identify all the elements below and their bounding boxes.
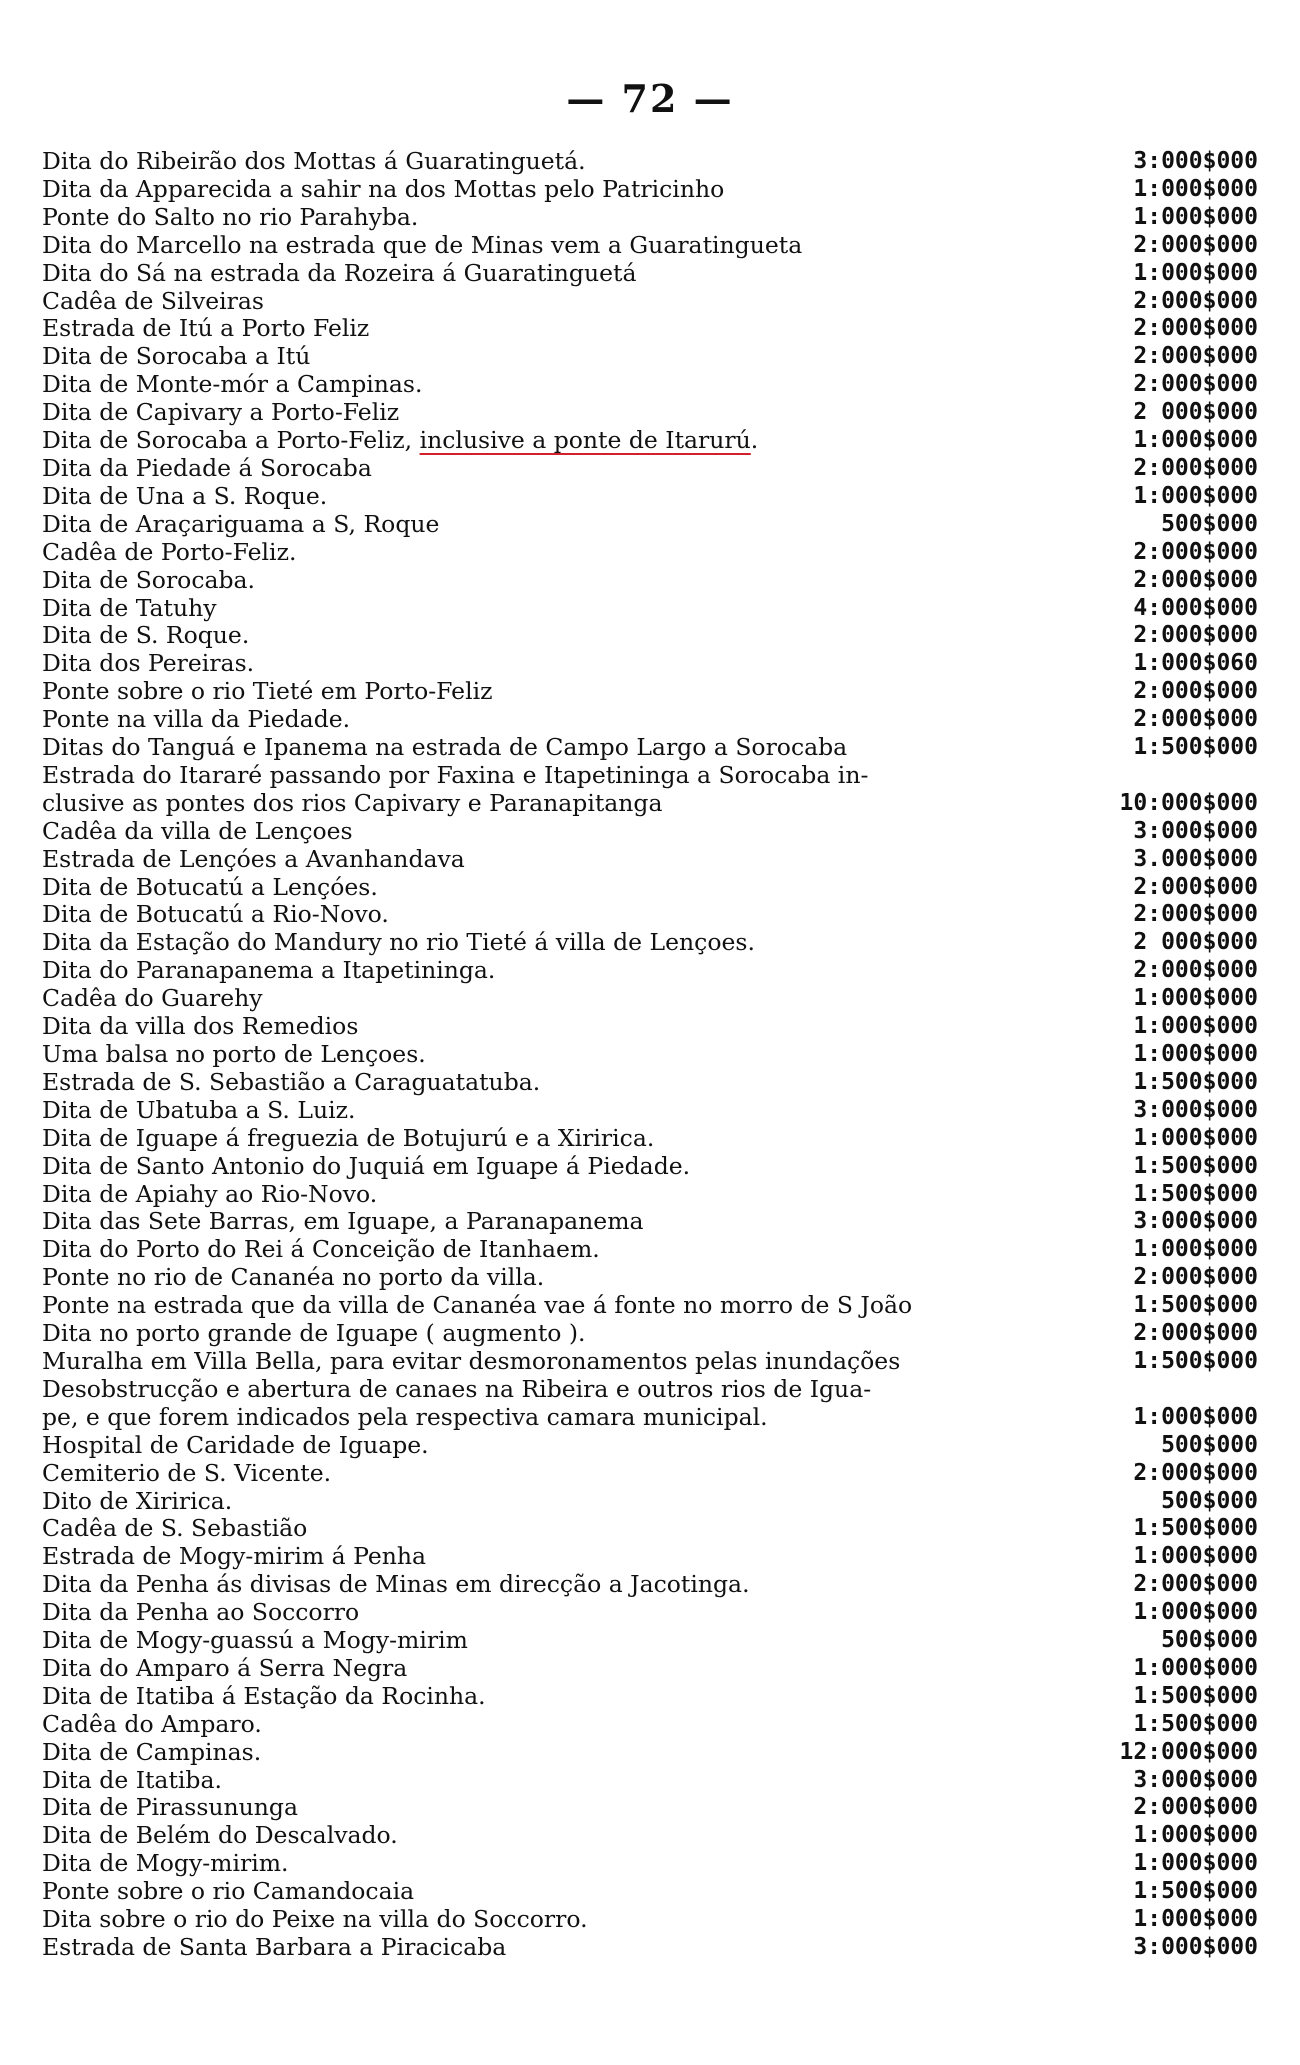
entry-amount: 1:000$000 [1133, 1850, 1258, 1877]
entry-amount: 1:000$000 [1133, 1906, 1258, 1933]
entry-line: Cadêa de S. Sebastião [42, 1515, 308, 1543]
entry-amount: 1:000$000 [1133, 985, 1258, 1012]
entry-line: Dita de Una a S. Roque. [42, 482, 328, 510]
entry-line: Dita da Penha ás divisas de Minas em direcção a Jacotinga. [42, 1571, 750, 1599]
ledger-row [42, 427, 1258, 455]
entry-description [42, 371, 972, 399]
entry-amount: 1:000$000 [1133, 1599, 1258, 1626]
entry-amount: 1:500$000 [1133, 1682, 1258, 1709]
entry-amount: 500$000 [1161, 1487, 1258, 1514]
entry-description [42, 818, 972, 846]
entry-amount: 1:000$000 [1133, 1654, 1258, 1681]
entry-description [42, 1599, 972, 1627]
entry-line: Estrada do Itararé passando por Faxina e Itapetininga a Sorocaba in- [42, 761, 869, 789]
entry-description [42, 650, 972, 678]
ledger-row [42, 1376, 1258, 1432]
ledger-row [42, 1264, 1258, 1292]
entry-line: Dita dos Pereiras. [42, 650, 255, 678]
entry-line: Ponte no rio de Cananéa no porto da villa. [42, 1264, 545, 1292]
entry-description [42, 539, 972, 567]
entry-amount: 2:000$000 [1133, 371, 1258, 398]
entry-amount: 1:000$000 [1133, 1124, 1258, 1151]
entry-amount: 1:000$060 [1133, 650, 1258, 677]
entry-description [42, 957, 972, 985]
entry-description [42, 343, 972, 371]
entry-amount: 2:000$000 [1133, 454, 1258, 481]
entry-description [42, 1655, 972, 1683]
entry-line: Dita de Botucatú a Rio-Novo. [42, 901, 389, 929]
ledger-row [42, 1711, 1258, 1739]
ledger-row [42, 1822, 1258, 1850]
ledger-row [42, 1208, 1258, 1236]
entry-description [42, 706, 972, 734]
entry-line: Uma balsa no porto de Lençoes. [42, 1041, 426, 1068]
entry-description [42, 1850, 972, 1878]
entry-line: Dita de Mogy-guassú a Mogy-mirim [42, 1627, 468, 1655]
entry-line: Cadêa de Silveiras [42, 287, 264, 315]
ledger-row [42, 1348, 1258, 1376]
entry-line: Dita de Sorocaba a Itú [42, 343, 311, 371]
entry-line: Dita da villa dos Remedios [42, 1013, 359, 1041]
entry-amount: 1:500$000 [1133, 1710, 1258, 1737]
entry-description [42, 455, 972, 483]
ledger-row [42, 1041, 1258, 1069]
entry-line: Dita do Paranapanema a Itapetininga. [42, 957, 496, 985]
ledger-row [42, 1097, 1258, 1125]
entry-description [42, 1208, 972, 1236]
entry-line: Estrada de Santa Barbara a Piracicaba [42, 1934, 507, 1961]
ledger-row [42, 1236, 1258, 1264]
ledger-row [42, 762, 1258, 818]
entry-amount: 2 000$000 [1133, 399, 1258, 426]
ledger-row [42, 650, 1258, 678]
entry-line: Ponte na estrada que da villa de Cananéa vae á fonte no morro de S João [42, 1292, 913, 1320]
ledger-row [42, 371, 1258, 399]
ledger-row [42, 706, 1258, 734]
entry-line: Dita de Itatiba á Estação da Rocinha. [42, 1682, 486, 1710]
entry-line: Dita de Ubatuba a S. Luiz. [42, 1096, 356, 1124]
ledger-row [42, 232, 1258, 260]
ledger-row [42, 1488, 1258, 1516]
entry-description [42, 1906, 972, 1934]
entry-amount: 1:500$000 [1133, 1152, 1258, 1179]
ledger-row [42, 1850, 1258, 1878]
ledger-row [42, 1013, 1258, 1041]
ledger-row [42, 1515, 1258, 1543]
entry-line: pe, e que forem indicados pela respectiva camara municipal. [42, 1402, 768, 1431]
entry-amount: 2:000$000 [1133, 566, 1258, 593]
ledger-row [42, 567, 1258, 595]
entry-line: Muralha em Villa Bella, para evitar desmoronamentos pelas inundações [42, 1347, 901, 1375]
entry-description [42, 1013, 972, 1041]
ledger-row [42, 511, 1258, 539]
entry-amount: 3:000$000 [1133, 1766, 1258, 1793]
entry-line: Dita de Capivary a Porto-Feliz [42, 399, 400, 427]
entry-description [42, 1627, 972, 1655]
ledger-row [42, 901, 1258, 929]
entry-description [42, 929, 972, 957]
ledger-row [42, 1878, 1258, 1906]
entry-line: Dita de Araçariguama a S, Roque [42, 510, 440, 538]
entry-line: Hospital de Caridade de Iguape. [42, 1431, 429, 1459]
entry-line: Dita de Santo Antonio do Juquiá em Iguape á Piedade. [42, 1152, 691, 1180]
entry-description [42, 427, 972, 455]
entry-description [42, 1488, 972, 1516]
ledger-row [42, 1320, 1258, 1348]
entry-description [42, 1934, 972, 1962]
ledger-row [42, 1906, 1258, 1934]
ledger-row [42, 846, 1258, 874]
entry-description [42, 1041, 972, 1069]
ledger-row [42, 343, 1258, 371]
ledger-row [42, 734, 1258, 762]
entry-line: Ponte sobre o rio Camandocaia [42, 1878, 415, 1906]
entry-amount: 10:000$000 [1119, 789, 1258, 816]
ledger-row [42, 1432, 1258, 1460]
entry-amount: 1:000$000 [1133, 203, 1258, 230]
entry-description [42, 846, 972, 874]
entry-line: Estrada de Lençóes a Avanhandava [42, 845, 465, 873]
entry-line: Dita de Sorocaba a Porto-Feliz, inclusive a ponte de Itarurú. [42, 427, 759, 455]
entry-description [42, 1320, 972, 1348]
entry-description [42, 1153, 972, 1181]
ledger-row [42, 1125, 1258, 1153]
entry-amount: 2:000$000 [1133, 343, 1258, 370]
entry-line: Cadêa do Amparo. [42, 1710, 262, 1738]
entry-amount: 1:000$000 [1133, 427, 1258, 454]
ledger-row [42, 539, 1258, 567]
entry-amount: 500$000 [1161, 1431, 1258, 1458]
entry-description [42, 511, 972, 539]
entry-line: Dita sobre o rio do Peixe na villa do Soccorro. [42, 1906, 588, 1934]
entry-line: Dita de Belém do Descalvado. [42, 1822, 398, 1850]
entry-amount: 1:500$000 [1133, 1515, 1258, 1542]
entry-line: Dito de Xiririca. [42, 1487, 233, 1515]
entry-line: Ditas do Tanguá e Ipanema na estrada de Campo Largo a Sorocaba [42, 734, 848, 762]
entry-amount: 1:500$000 [1133, 1292, 1258, 1319]
entry-line: Dita da Apparecida a sahir na dos Mottas pelo Patricinho [42, 175, 725, 203]
ledger-row [42, 985, 1258, 1013]
ledger-row [42, 1571, 1258, 1599]
entry-line: Dita no porto grande de Iguape ( augmento ). [42, 1320, 586, 1348]
entry-line: Dita do Porto do Rei á Conceição de Itanhaem. [42, 1236, 600, 1264]
ledger-row [42, 1460, 1258, 1488]
entry-amount: 1:000$000 [1133, 482, 1258, 509]
ledger-row [42, 678, 1258, 706]
ledger-row [42, 818, 1258, 846]
entry-amount: 3:000$000 [1133, 148, 1258, 174]
entry-amount: 2:000$000 [1133, 678, 1258, 705]
entry-amount: 4:000$000 [1133, 594, 1258, 621]
ledger-row [42, 1153, 1258, 1181]
ledger-row [42, 1627, 1258, 1655]
entry-amount: 2:000$000 [1133, 1571, 1258, 1598]
entry-amount: 3.000$000 [1133, 845, 1258, 872]
entry-amount: 2:000$000 [1133, 957, 1258, 984]
entry-description [42, 1125, 972, 1153]
entry-amount: 3:000$000 [1133, 817, 1258, 844]
entry-line: Dita de Botucatú a Lençóes. [42, 873, 378, 901]
page-number: — 72 — [566, 76, 734, 121]
entry-description [42, 734, 972, 762]
entry-description [42, 1543, 972, 1571]
entry-description [42, 1432, 972, 1460]
entry-description [42, 1292, 972, 1320]
ledger-row [42, 1599, 1258, 1627]
entry-description [42, 1794, 972, 1822]
entry-amount: 500$000 [1161, 1627, 1258, 1654]
entry-amount: 3:000$000 [1133, 1934, 1258, 1960]
entry-line: Dita de Sorocaba. [42, 566, 256, 594]
entry-amount: 2:000$000 [1133, 706, 1258, 733]
entry-amount: 1:000$000 [1133, 259, 1258, 286]
entry-description [42, 232, 972, 260]
entry-line: Dita das Sete Barras, em Iguape, a Paranapanema [42, 1208, 644, 1236]
entry-line: Cemiterio de S. Vicente. [42, 1459, 332, 1487]
entry-description [42, 1571, 972, 1599]
entry-amount: 2:000$000 [1133, 1459, 1258, 1486]
entry-amount: 1:500$000 [1133, 1878, 1258, 1905]
entry-description [42, 1767, 972, 1795]
entry-amount: 1:000$000 [1133, 1236, 1258, 1263]
entry-line: Dita do Ribeirão dos Mottas á Guaratinguetá. [42, 148, 586, 175]
entry-description [42, 762, 972, 818]
entry-description [42, 1739, 972, 1767]
entry-line: Dita de Campinas. [42, 1738, 262, 1766]
entry-line: Dita de Pirassununga [42, 1794, 298, 1822]
entry-amount: 1:500$000 [1133, 1068, 1258, 1095]
ledger-row [42, 260, 1258, 288]
entry-line: Ponte do Salto no rio Parahyba. [42, 203, 419, 231]
entry-description [42, 985, 972, 1013]
ledger-row [42, 399, 1258, 427]
entry-amount: 1:000$000 [1133, 1041, 1258, 1067]
entry-description [42, 622, 972, 650]
ledger-row [42, 1543, 1258, 1571]
ledger-row [42, 929, 1258, 957]
entry-line: Dita de Apiahy ao Rio-Novo. [42, 1180, 378, 1208]
ledger-row [42, 1655, 1258, 1683]
entry-amount: 2:000$000 [1133, 1320, 1258, 1347]
ledger-row [42, 315, 1258, 343]
entry-line: Ponte sobre o rio Tieté em Porto-Feliz [42, 678, 493, 706]
entry-description [42, 678, 972, 706]
entry-amount: 3:000$000 [1133, 1208, 1258, 1235]
ledger-row [42, 483, 1258, 511]
entry-amount: 500$000 [1161, 510, 1258, 537]
ledger-row [42, 455, 1258, 483]
entry-amount: 2:000$000 [1133, 315, 1258, 342]
entry-line: Dita de Tatuhy [42, 594, 217, 622]
entry-line: Dita de Iguape á freguezia de Botujurú e a Xiririca. [42, 1124, 655, 1152]
entry-line: Dita do Marcello na estrada que de Minas vem a Guaratingueta [42, 231, 803, 259]
entry-description [42, 399, 972, 427]
entry-description [42, 1822, 972, 1850]
entry-line: Dita da Piedade á Sorocaba [42, 454, 372, 482]
entry-line: Estrada de S. Sebastião a Caraguatatuba. [42, 1068, 541, 1096]
entry-line: Estrada de Mogy-mirim á Penha [42, 1543, 427, 1571]
entry-line: Desobstrucção e abertura de canaes na Ribeira e outros rios de Igua- [42, 1375, 872, 1403]
ledger-row [42, 595, 1258, 623]
entry-amount: 2:000$000 [1133, 231, 1258, 258]
ledger-row [42, 1934, 1258, 1962]
ledger-row [42, 1683, 1258, 1711]
entry-description [42, 288, 972, 316]
entry-amount: 2:000$000 [1133, 901, 1258, 928]
entry-line: Dita da Estação do Mandury no rio Tieté á villa de Lençoes. [42, 929, 755, 957]
entry-amount: 1:000$000 [1133, 1543, 1258, 1570]
entry-description [42, 176, 972, 204]
entry-line: Estrada de Itú a Porto Feliz [42, 315, 370, 343]
entry-line: Dita do Amparo á Serra Negra [42, 1654, 408, 1682]
ledger-row [42, 176, 1258, 204]
entry-description [42, 1348, 972, 1376]
entry-description [42, 1264, 972, 1292]
ledger-row [42, 204, 1258, 232]
entry-line: Cadêa da villa de Lençoes [42, 817, 353, 845]
entry-description [42, 874, 972, 902]
entry-amount: 1:000$000 [1133, 175, 1258, 202]
entry-amount: 2:000$000 [1133, 1794, 1258, 1821]
entry-description [42, 148, 972, 176]
entry-description [42, 1460, 972, 1488]
ledger-row [42, 874, 1258, 902]
entry-amount: 2:000$000 [1133, 1264, 1258, 1291]
entry-description [42, 1683, 972, 1711]
underlined-phrase: inclusive a ponte de Itarurú [419, 427, 751, 455]
entry-amount: 1:500$000 [1133, 1180, 1258, 1207]
entry-amount: 3:000$000 [1133, 1096, 1258, 1123]
ledger-table [42, 148, 1258, 1962]
entry-line: Dita da Penha ao Soccorro [42, 1599, 360, 1627]
entry-description [42, 315, 972, 343]
ledger-row [42, 288, 1258, 316]
ledger-row [42, 1767, 1258, 1795]
entry-amount: 1:000$000 [1133, 1013, 1258, 1040]
entry-line: Ponte na villa da Piedade. [42, 706, 351, 734]
entry-line: Dita de Monte-mór a Campinas. [42, 371, 423, 399]
entry-description [42, 204, 972, 232]
ledger-row [42, 148, 1258, 176]
ledger-row [42, 622, 1258, 650]
entry-amount: 1:000$000 [1133, 1822, 1258, 1849]
entry-description [42, 1376, 972, 1432]
entry-description [42, 1069, 972, 1097]
entry-description [42, 260, 972, 288]
entry-line: Dita de Itatiba. [42, 1766, 222, 1794]
entry-description [42, 483, 972, 511]
entry-amount: 1:000$000 [1133, 1403, 1258, 1430]
entry-description [42, 1236, 972, 1264]
entry-amount: 12:000$000 [1119, 1738, 1258, 1765]
ledger-row [42, 1181, 1258, 1209]
ledger-row [42, 1794, 1258, 1822]
entry-amount: 2 000$000 [1133, 929, 1258, 956]
entry-amount: 2:000$000 [1133, 873, 1258, 900]
entry-description [42, 595, 972, 623]
entry-description [42, 567, 972, 595]
entry-line: Cadêa do Guarehy [42, 985, 263, 1013]
entry-amount: 1:500$000 [1133, 1347, 1258, 1374]
entry-amount: 1:500$000 [1133, 734, 1258, 761]
ledger-row [42, 1739, 1258, 1767]
entry-description [42, 1181, 972, 1209]
entry-description [42, 1097, 972, 1125]
ledger-row [42, 1292, 1258, 1320]
entry-description [42, 1878, 972, 1906]
entry-line: Cadêa de Porto-Feliz. [42, 538, 297, 566]
entry-description [42, 1515, 972, 1543]
entry-description [42, 901, 972, 929]
entry-line: Dita de Mogy-mirim. [42, 1850, 289, 1878]
entry-description [42, 1711, 972, 1739]
entry-amount: 2:000$000 [1133, 538, 1258, 565]
ledger-row [42, 957, 1258, 985]
entry-amount: 2:000$000 [1133, 622, 1258, 649]
ledger-row [42, 1069, 1258, 1097]
entry-line: clusive as pontes dos rios Capivary e Paranapitanga [42, 788, 663, 817]
entry-line: Dita de S. Roque. [42, 622, 250, 650]
entry-amount: 2:000$000 [1133, 287, 1258, 314]
entry-line: Dita do Sá na estrada da Rozeira á Guaratinguetá [42, 259, 637, 287]
